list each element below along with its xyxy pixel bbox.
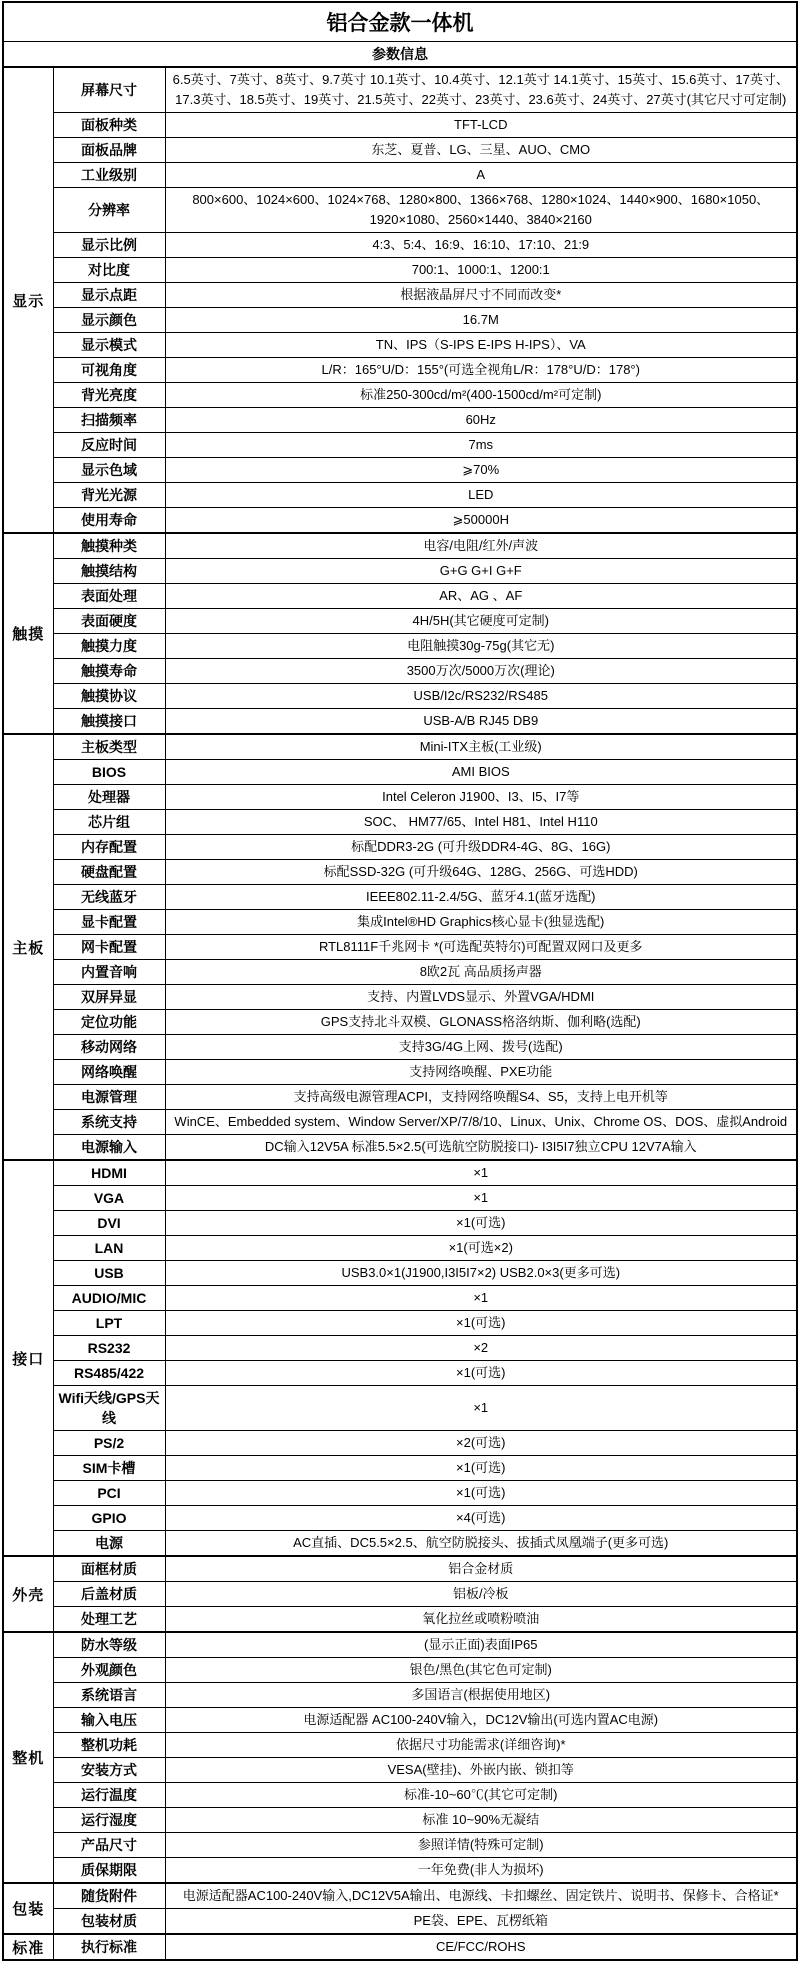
table-row bbox=[3, 1531, 797, 1557]
table-row bbox=[3, 609, 797, 634]
spec-value: 60Hz bbox=[165, 408, 797, 433]
spec-value: 根据液晶屏尺寸不同而改变* bbox=[165, 283, 797, 308]
table-row bbox=[3, 1286, 797, 1311]
table-row bbox=[3, 1010, 797, 1035]
spec-value: ×1(可选) bbox=[165, 1361, 797, 1386]
table-row bbox=[3, 1733, 797, 1758]
spec-label: 背光亮度 bbox=[53, 383, 165, 408]
spec-label: 面框材质 bbox=[53, 1556, 165, 1582]
spec-label: 产品尺寸 bbox=[53, 1833, 165, 1858]
spec-label: 包装材质 bbox=[53, 1909, 165, 1935]
spec-label: 定位功能 bbox=[53, 1010, 165, 1035]
spec-label: 芯片组 bbox=[53, 810, 165, 835]
section-label: 外壳 bbox=[3, 1556, 53, 1632]
table-row bbox=[3, 1708, 797, 1733]
table-row bbox=[3, 584, 797, 609]
spec-label: DVI bbox=[53, 1211, 165, 1236]
spec-label: 面板种类 bbox=[53, 113, 165, 138]
table-row bbox=[3, 1632, 797, 1658]
table-row bbox=[3, 508, 797, 534]
spec-label: 显卡配置 bbox=[53, 910, 165, 935]
spec-value: CE/FCC/ROHS bbox=[165, 1934, 797, 1960]
spec-value: ×1(可选×2) bbox=[165, 1236, 797, 1261]
spec-value: 8欧2瓦 高品质扬声器 bbox=[165, 960, 797, 985]
table-row bbox=[3, 1858, 797, 1884]
spec-value: 电源适配器AC100-240V输入,DC12V5A输出、电源线、卡扣螺丝、固定铁片、说明书、保修卡、合格证* bbox=[165, 1883, 797, 1909]
spec-label: 触摸寿命 bbox=[53, 659, 165, 684]
spec-label: 网络唤醒 bbox=[53, 1060, 165, 1085]
section-label: 包装 bbox=[3, 1883, 53, 1934]
table-row bbox=[3, 760, 797, 785]
spec-label: 反应时间 bbox=[53, 433, 165, 458]
spec-label: 系统语言 bbox=[53, 1683, 165, 1708]
spec-value: TN、IPS（S-IPS E-IPS H-IPS）、VA bbox=[165, 333, 797, 358]
spec-label: 触摸力度 bbox=[53, 634, 165, 659]
table-row bbox=[3, 1085, 797, 1110]
spec-value: ×1 bbox=[165, 1286, 797, 1311]
spec-value: G+G G+I G+F bbox=[165, 559, 797, 584]
spec-label: 安装方式 bbox=[53, 1758, 165, 1783]
spec-value: ×2 bbox=[165, 1336, 797, 1361]
page-subtitle: 参数信息 bbox=[3, 42, 797, 68]
table-row bbox=[3, 1060, 797, 1085]
table-row bbox=[3, 383, 797, 408]
table-row bbox=[3, 458, 797, 483]
table-row bbox=[3, 67, 797, 113]
table-row bbox=[3, 188, 797, 233]
section-label: 主板 bbox=[3, 734, 53, 1160]
table-row bbox=[3, 1236, 797, 1261]
spec-label: 后盖材质 bbox=[53, 1582, 165, 1607]
table-row bbox=[3, 1456, 797, 1481]
spec-label: 对比度 bbox=[53, 258, 165, 283]
table-row bbox=[3, 1211, 797, 1236]
table-row bbox=[3, 684, 797, 709]
spec-value: 支持3G/4G上网、拨号(选配) bbox=[165, 1035, 797, 1060]
page-title: 铝合金款一体机 bbox=[3, 2, 797, 42]
table-row bbox=[3, 835, 797, 860]
spec-value: ×1(可选) bbox=[165, 1456, 797, 1481]
table-row bbox=[3, 1506, 797, 1531]
spec-label: SIM卡槽 bbox=[53, 1456, 165, 1481]
spec-label: 表面处理 bbox=[53, 584, 165, 609]
table-row bbox=[3, 283, 797, 308]
spec-label: 扫描频率 bbox=[53, 408, 165, 433]
table-row bbox=[3, 1683, 797, 1708]
spec-value: 银色/黑色(其它色可定制) bbox=[165, 1658, 797, 1683]
spec-label: 质保期限 bbox=[53, 1858, 165, 1884]
table-row bbox=[3, 1386, 797, 1431]
spec-value: AR、AG 、AF bbox=[165, 584, 797, 609]
table-row bbox=[3, 408, 797, 433]
spec-label: 表面硬度 bbox=[53, 609, 165, 634]
spec-value: 标配SSD-32G (可升级64G、128G、256G、可选HDD) bbox=[165, 860, 797, 885]
spec-label: 随货附件 bbox=[53, 1883, 165, 1909]
spec-label: 防水等级 bbox=[53, 1632, 165, 1658]
spec-value: DC输入12V5A 标准5.5×2.5(可选航空防脱接口)- I3I5I7独立CPU 12V7A输入 bbox=[165, 1135, 797, 1161]
table-row bbox=[3, 258, 797, 283]
table-row bbox=[3, 1556, 797, 1582]
spec-label: 电源 bbox=[53, 1531, 165, 1557]
table-row bbox=[3, 1431, 797, 1456]
spec-label: RS485/422 bbox=[53, 1361, 165, 1386]
spec-label: 移动网络 bbox=[53, 1035, 165, 1060]
spec-value: 6.5英寸、7英寸、8英寸、9.7英寸 10.1英寸、10.4英寸、12.1英寸 14.1英寸、15英寸、15.6英寸、17英寸、17.3英寸、18.5英寸、19英寸、21.5英寸、22英寸、23英寸、23.6英寸、24英寸、27英寸(其它尺寸可定制) bbox=[165, 67, 797, 113]
spec-label: LAN bbox=[53, 1236, 165, 1261]
spec-label: 运行湿度 bbox=[53, 1808, 165, 1833]
spec-value: 东芝、夏普、LG、三星、AUO、CMO bbox=[165, 138, 797, 163]
spec-label: 使用寿命 bbox=[53, 508, 165, 534]
spec-label: 整机功耗 bbox=[53, 1733, 165, 1758]
spec-label: 系统支持 bbox=[53, 1110, 165, 1135]
spec-value: ⩾70% bbox=[165, 458, 797, 483]
spec-value: ×1(可选) bbox=[165, 1211, 797, 1236]
table-row bbox=[3, 308, 797, 333]
section-label: 整机 bbox=[3, 1632, 53, 1883]
spec-label: 可视角度 bbox=[53, 358, 165, 383]
table-row bbox=[3, 1883, 797, 1909]
spec-value: Intel Celeron J1900、I3、I5、I7等 bbox=[165, 785, 797, 810]
spec-label: 处理工艺 bbox=[53, 1607, 165, 1633]
table-row bbox=[3, 734, 797, 760]
spec-value: 标配DDR3-2G (可升级DDR4-4G、8G、16G) bbox=[165, 835, 797, 860]
spec-label: 硬盘配置 bbox=[53, 860, 165, 885]
spec-value: 标准-10~60℃(其它可定制) bbox=[165, 1783, 797, 1808]
spec-value: LED bbox=[165, 483, 797, 508]
spec-label: LPT bbox=[53, 1311, 165, 1336]
table-row bbox=[3, 935, 797, 960]
spec-label: 显示模式 bbox=[53, 333, 165, 358]
spec-table bbox=[2, 1, 798, 1961]
spec-value: 一年免费(非人为损坏) bbox=[165, 1858, 797, 1884]
table-row bbox=[3, 1186, 797, 1211]
spec-value: ×1(可选) bbox=[165, 1311, 797, 1336]
table-row bbox=[3, 1658, 797, 1683]
spec-label: PCI bbox=[53, 1481, 165, 1506]
spec-value: 参照详情(特殊可定制) bbox=[165, 1833, 797, 1858]
spec-value: 7ms bbox=[165, 433, 797, 458]
table-row bbox=[3, 1361, 797, 1386]
spec-value: 标准250-300cd/m²(400-1500cd/m²可定制) bbox=[165, 383, 797, 408]
table-row bbox=[3, 233, 797, 258]
spec-label: 背光光源 bbox=[53, 483, 165, 508]
table-row bbox=[3, 1336, 797, 1361]
spec-value: WinCE、Embedded system、Window Server/XP/7/8/10、Linux、Unix、Chrome OS、DOS、虚拟Android bbox=[165, 1110, 797, 1135]
spec-value: VESA(壁挂)、外嵌内嵌、锁扣等 bbox=[165, 1758, 797, 1783]
table-row bbox=[3, 1607, 797, 1633]
section-label: 触摸 bbox=[3, 533, 53, 734]
spec-value: 电容/电阻/红外/声波 bbox=[165, 533, 797, 559]
table-row bbox=[3, 1934, 797, 1960]
spec-label: 执行标准 bbox=[53, 1934, 165, 1960]
table-row bbox=[3, 1808, 797, 1833]
spec-value: 4:3、5:4、16:9、16:10、17:10、21:9 bbox=[165, 233, 797, 258]
spec-label: 主板类型 bbox=[53, 734, 165, 760]
spec-value: L/R：165°U/D：155°(可选全视角L/R：178°U/D：178°) bbox=[165, 358, 797, 383]
spec-value: USB-A/B RJ45 DB9 bbox=[165, 709, 797, 735]
table-row bbox=[3, 1833, 797, 1858]
spec-value: A bbox=[165, 163, 797, 188]
table-row bbox=[3, 358, 797, 383]
spec-label: 工业级别 bbox=[53, 163, 165, 188]
spec-label: VGA bbox=[53, 1186, 165, 1211]
spec-label: 输入电压 bbox=[53, 1708, 165, 1733]
spec-value: RTL8111F千兆网卡 *(可选配英特尔)可配置双网口及更多 bbox=[165, 935, 797, 960]
table-row bbox=[3, 163, 797, 188]
spec-value: (显示正面)表面IP65 bbox=[165, 1632, 797, 1658]
table-row bbox=[3, 885, 797, 910]
spec-label: BIOS bbox=[53, 760, 165, 785]
spec-value: 支持、内置LVDS显示、外置VGA/HDMI bbox=[165, 985, 797, 1010]
spec-label: 显示颜色 bbox=[53, 308, 165, 333]
spec-value: 支持高级电源管理ACPI，支持网络唤醒S4、S5，支持上电开机等 bbox=[165, 1085, 797, 1110]
table-row bbox=[3, 138, 797, 163]
spec-label: AUDIO/MIC bbox=[53, 1286, 165, 1311]
spec-value: 集成Intel®HD Graphics核心显卡(独显选配) bbox=[165, 910, 797, 935]
table-row bbox=[3, 1582, 797, 1607]
spec-label: 显示点距 bbox=[53, 283, 165, 308]
spec-value: 铝合金材质 bbox=[165, 1556, 797, 1582]
table-row bbox=[3, 785, 797, 810]
table-row bbox=[3, 1035, 797, 1060]
spec-value: Mini-ITX主板(工业级) bbox=[165, 734, 797, 760]
section-label: 标准 bbox=[3, 1934, 53, 1960]
table-row bbox=[3, 960, 797, 985]
spec-value: ×2(可选) bbox=[165, 1431, 797, 1456]
table-row bbox=[3, 1160, 797, 1186]
spec-label: 触摸接口 bbox=[53, 709, 165, 735]
spec-value: ×1 bbox=[165, 1386, 797, 1431]
spec-value: USB3.0×1(J1900,I3I5I7×2) USB2.0×3(更多可选) bbox=[165, 1261, 797, 1286]
spec-label: 处理器 bbox=[53, 785, 165, 810]
table-row bbox=[3, 810, 797, 835]
spec-label: 屏幕尺寸 bbox=[53, 67, 165, 113]
section-label: 接口 bbox=[3, 1160, 53, 1556]
section-label: 显示 bbox=[3, 67, 53, 533]
table-row bbox=[3, 1909, 797, 1935]
spec-value: AC直插、DC5.5×2.5、航空防脱接头、拔插式凤凰端子(更多可选) bbox=[165, 1531, 797, 1557]
spec-value: 氧化拉丝或喷粉喷油 bbox=[165, 1607, 797, 1633]
table-row bbox=[3, 1311, 797, 1336]
spec-label: RS232 bbox=[53, 1336, 165, 1361]
spec-value: GPS支持北斗双模、GLONASS格洛纳斯、伽利略(选配) bbox=[165, 1010, 797, 1035]
spec-label: 电源管理 bbox=[53, 1085, 165, 1110]
table-row bbox=[3, 1758, 797, 1783]
spec-label: USB bbox=[53, 1261, 165, 1286]
spec-value: TFT-LCD bbox=[165, 113, 797, 138]
spec-label: 触摸结构 bbox=[53, 559, 165, 584]
spec-value: 3500万次/5000万次(理论) bbox=[165, 659, 797, 684]
spec-label: 双屏异显 bbox=[53, 985, 165, 1010]
spec-value: 800×600、1024×600、1024×768、1280×800、1366×768、1280×1024、1440×900、1680×1050、1920×1080、2560×1440、3840×2160 bbox=[165, 188, 797, 233]
spec-value: AMI BIOS bbox=[165, 760, 797, 785]
spec-value: ×1(可选) bbox=[165, 1481, 797, 1506]
spec-value: 700:1、1000:1、1200:1 bbox=[165, 258, 797, 283]
table-row bbox=[3, 333, 797, 358]
spec-value: ×1 bbox=[165, 1160, 797, 1186]
spec-label: 显示色域 bbox=[53, 458, 165, 483]
spec-value: ⩾50000H bbox=[165, 508, 797, 534]
table-row bbox=[3, 659, 797, 684]
table-row bbox=[3, 533, 797, 559]
spec-label: Wifi天线/GPS天线 bbox=[53, 1386, 165, 1431]
spec-label: 网卡配置 bbox=[53, 935, 165, 960]
table-row bbox=[3, 709, 797, 735]
spec-label: 内置音响 bbox=[53, 960, 165, 985]
spec-value: 电源适配器 AC100-240V输入，DC12V输出(可选内置AC电源) bbox=[165, 1708, 797, 1733]
spec-label: 无线蓝牙 bbox=[53, 885, 165, 910]
spec-value: 铝板/冷板 bbox=[165, 1582, 797, 1607]
spec-value: 多国语言(根据使用地区) bbox=[165, 1683, 797, 1708]
spec-value: IEEE802.11-2.4/5G、蓝牙4.1(蓝牙选配) bbox=[165, 885, 797, 910]
spec-label: 运行温度 bbox=[53, 1783, 165, 1808]
spec-value: 16.7M bbox=[165, 308, 797, 333]
table-row bbox=[3, 1783, 797, 1808]
spec-value: 4H/5H(其它硬度可定制) bbox=[165, 609, 797, 634]
spec-label: 外观颜色 bbox=[53, 1658, 165, 1683]
table-row bbox=[3, 1481, 797, 1506]
spec-label: 触摸协议 bbox=[53, 684, 165, 709]
spec-label: GPIO bbox=[53, 1506, 165, 1531]
spec-label: PS/2 bbox=[53, 1431, 165, 1456]
table-row bbox=[3, 113, 797, 138]
spec-value: 标准 10~90%无凝结 bbox=[165, 1808, 797, 1833]
spec-value: ×4(可选) bbox=[165, 1506, 797, 1531]
spec-label: 触摸种类 bbox=[53, 533, 165, 559]
title-row bbox=[3, 2, 797, 42]
table-row bbox=[3, 1135, 797, 1161]
spec-value: SOC、 HM77/65、Intel H81、Intel H110 bbox=[165, 810, 797, 835]
spec-value: 依据尺寸功能需求(详细咨询)* bbox=[165, 1733, 797, 1758]
table-row bbox=[3, 860, 797, 885]
spec-value: 支持网络唤醒、PXE功能 bbox=[165, 1060, 797, 1085]
spec-label: 分辨率 bbox=[53, 188, 165, 233]
table-row bbox=[3, 483, 797, 508]
spec-label: 内存配置 bbox=[53, 835, 165, 860]
spec-label: 面板品牌 bbox=[53, 138, 165, 163]
table-row bbox=[3, 1110, 797, 1135]
spec-value: PE袋、EPE、瓦楞纸箱 bbox=[165, 1909, 797, 1935]
table-row bbox=[3, 910, 797, 935]
table-row bbox=[3, 985, 797, 1010]
spec-value: 电阻触摸30g-75g(其它无) bbox=[165, 634, 797, 659]
table-row bbox=[3, 559, 797, 584]
spec-label: HDMI bbox=[53, 1160, 165, 1186]
spec-value: USB/I2c/RS232/RS485 bbox=[165, 684, 797, 709]
subtitle-row bbox=[3, 42, 797, 68]
spec-table-body bbox=[3, 2, 797, 1960]
table-row bbox=[3, 634, 797, 659]
table-row bbox=[3, 433, 797, 458]
table-row bbox=[3, 1261, 797, 1286]
spec-label: 电源输入 bbox=[53, 1135, 165, 1161]
spec-value: ×1 bbox=[165, 1186, 797, 1211]
spec-label: 显示比例 bbox=[53, 233, 165, 258]
